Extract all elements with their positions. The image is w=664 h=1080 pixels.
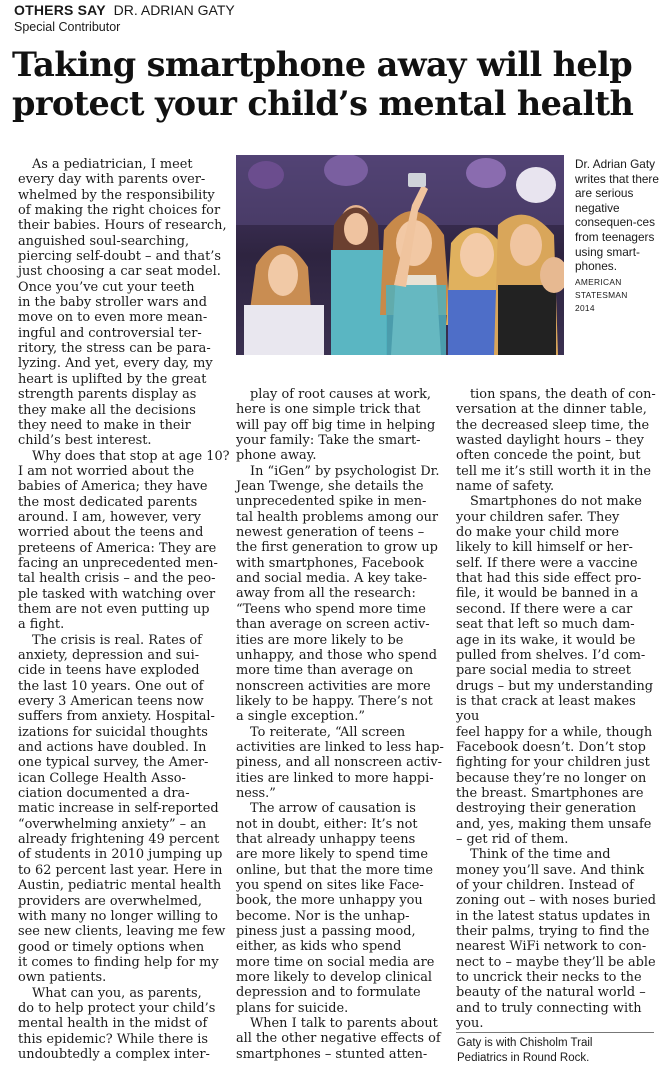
article-line: the breast. Smartphones are — [456, 785, 644, 801]
author-tagline — [457, 1036, 657, 1066]
article-line: nonscreen activities are more — [236, 678, 431, 694]
article-line: piness just a passing mood, — [236, 924, 416, 940]
article-line: ities are linked to more happi- — [236, 770, 434, 786]
article-line: tal health crisis – and the peo- — [18, 571, 216, 587]
article-line: with many no longer willing to — [18, 908, 218, 924]
article-line: will pay off big time in helping — [236, 417, 436, 433]
article-paragraph — [18, 986, 230, 1063]
article-line: self. If there were a vaccine — [456, 555, 638, 571]
article-line: the first generation to grow up — [236, 540, 438, 556]
article-line: more time on social media are — [236, 954, 435, 970]
article-line: The crisis is real. Rates of — [32, 632, 202, 648]
article-paragraph — [236, 1016, 448, 1062]
article-line: wasted daylight hours – they — [456, 433, 644, 449]
article-line: often concede the point, but — [456, 448, 641, 464]
article-line: with smartphones, Facebook — [236, 555, 424, 571]
kicker — [14, 2, 235, 19]
article-line: file, it would be banned in a — [456, 586, 639, 602]
article-line: and, yes, making them unsafe — [456, 816, 652, 832]
article-line: newest generation of teens – — [236, 525, 425, 541]
article-paragraph — [18, 449, 230, 633]
article-line: What can you, as parents, — [32, 985, 202, 1001]
article-line: destroying their generation — [456, 801, 637, 817]
article-line: nearest WiFi network to con- — [456, 939, 647, 955]
article-line: book, the more unhappy you — [236, 893, 423, 909]
article-line: Jean Twenge, she details the — [236, 479, 424, 495]
article-line: preteens of America: They are — [18, 540, 217, 556]
article-line: ciation documented a dra- — [18, 786, 190, 802]
article-line: undoubtedly a complex inter- — [18, 1046, 210, 1062]
article-line: their palms, trying to find the — [456, 924, 650, 940]
photo-caption — [575, 157, 661, 315]
article-line: just choosing a car seat model. — [18, 264, 221, 280]
article-paragraph — [456, 847, 658, 1031]
article-paragraph — [456, 494, 658, 847]
article-line: all the other negative effects of — [236, 1031, 441, 1047]
tagline-divider — [456, 1032, 654, 1033]
article-line: become. Nor is the unhap- — [236, 908, 410, 924]
article-line: phone away. — [236, 448, 317, 464]
article-line: heart is uplifted by the great — [18, 371, 207, 387]
article-line: more likely to develop clinical — [236, 970, 433, 986]
article-line: that had this side effect pro- — [456, 571, 642, 587]
credit-year: 2014 — [575, 302, 595, 313]
tagline-line-1: Gaty is with Chisholm Trail — [457, 1037, 593, 1049]
article-line: move on to even more mean- — [18, 310, 208, 326]
article-line: Smartphones do not make — [470, 494, 642, 510]
article-line: in the latest status updates in — [456, 908, 651, 924]
article-line: own patients. — [18, 970, 107, 986]
section-label: OTHERS SAY — [14, 2, 106, 18]
article-line: to uncrick their necks to the — [456, 970, 642, 986]
article-line: Facebook doesn’t. Don’t stop — [456, 739, 646, 755]
article-line: they need to make in their — [18, 417, 191, 433]
article-line: child’s best interest. — [18, 433, 152, 449]
article-line: mental health in the midst of — [18, 1016, 208, 1032]
article-line: Why does that stop at age 10? — [32, 448, 230, 464]
article-line: pulled from shelves. I’d com- — [456, 647, 646, 663]
article-line: to 62 percent last year. Here in — [18, 862, 223, 878]
article-line: nect to – maybe they’ll be able — [456, 954, 656, 970]
article-line: Austin, pediatric mental health — [18, 878, 222, 894]
article-line: play of root causes at work, — [250, 387, 432, 402]
article-line: around. I am, however, very — [18, 509, 201, 525]
article-line: ness.” — [236, 785, 276, 801]
article-line: When I talk to parents about — [250, 1016, 438, 1032]
article-line: it comes to finding help for my — [18, 954, 219, 970]
photo-credit — [575, 276, 661, 315]
article-line: suffers from anxiety. Hospital- — [18, 709, 215, 725]
article-line: feel happy for a while, though — [456, 724, 653, 740]
article-photo — [236, 155, 564, 355]
article-line: worried about the teens and — [18, 525, 204, 541]
article-line: strength parents display as — [18, 387, 197, 403]
article-line: age in its wake, it would be — [456, 632, 636, 648]
article-line: of students in 2010 jumping up — [18, 847, 223, 863]
caption-text: Dr. Adrian Gaty writes that there are serious negative consequen-ces from teenagers using smart-phones. — [575, 157, 659, 274]
article-line: money you’ll save. And think — [456, 862, 645, 878]
article-line: good or timely options when — [18, 939, 205, 955]
article-column-2 — [236, 387, 448, 1062]
article-line: unhappy, and those who spend — [236, 647, 438, 663]
article-line: that already unhappy teens — [236, 831, 416, 847]
article-line: a single exception.” — [236, 709, 365, 725]
article-line: ple tasked with watching over — [18, 586, 216, 602]
article-line: pare social media to street — [456, 663, 631, 679]
article-line: seat that left so much dam- — [456, 617, 635, 633]
credit-line-2: STATESMAN — [575, 289, 628, 300]
article-line: online, but that the more time — [236, 862, 433, 878]
article-line: than average on screen activ- — [236, 617, 430, 633]
article-line: activities are linked to less hap- — [236, 739, 444, 755]
article-line: piercing self-doubt – and that’s — [18, 249, 221, 265]
article-line: anguished soul-searching, — [18, 233, 190, 249]
article-line: are more likely to spend time — [236, 847, 428, 863]
article-line: second. If there were a car — [456, 601, 633, 617]
article-line: depression and to formulate — [236, 985, 421, 1001]
article-line: The arrow of causation is — [250, 801, 416, 817]
photo-teens-selfie-illustration — [236, 155, 564, 355]
article-line: a fight. — [18, 617, 65, 633]
article-line: this epidemic? While there is — [18, 1031, 209, 1047]
article-line: the decreased sleep time, the — [456, 417, 650, 433]
tagline-line-2: Pediatrics in Round Rock. — [457, 1052, 590, 1064]
article-line: name of safety. — [456, 479, 555, 495]
article-line: do to help protect your child’s — [18, 1000, 216, 1016]
article-line: whelmed by the responsibility — [18, 187, 215, 203]
article-line: you spend on sites like Face- — [236, 878, 424, 893]
article-line: every 3 American teens now — [18, 694, 204, 710]
article-line: Once you’ve cut your teeth — [18, 279, 195, 295]
article-line: you. — [456, 1016, 484, 1032]
article-line: lyzing. And yet, every day, my — [18, 356, 213, 372]
credit-line-1: AMERICAN — [575, 276, 622, 287]
article-paragraph — [18, 157, 230, 449]
article-line: In “iGen” by psychologist Dr. — [250, 463, 440, 479]
article-line: one typical survey, the Amer- — [18, 755, 209, 771]
article-line: already frightening 49 percent — [18, 832, 220, 848]
article-line: the last 10 years. One out of — [18, 678, 204, 694]
article-line: drugs – but my understanding — [456, 678, 654, 694]
article-paragraph — [18, 633, 230, 986]
article-paragraph — [456, 387, 658, 494]
article-line: tell me it’s still worth it in the — [456, 463, 652, 479]
article-line: they make all the decisions — [18, 402, 196, 418]
article-line: ities are more likely to be — [236, 632, 404, 648]
article-line: because they’re no longer on — [456, 770, 647, 786]
article-line: is that crack at least makes you — [456, 693, 636, 725]
article-line: either, as kids who spend — [236, 939, 402, 955]
article-line: and to truly connecting with — [456, 1000, 642, 1016]
article-line: in the baby stroller wars and — [18, 295, 207, 311]
article-line: tal health problems among our — [236, 509, 439, 525]
article-line: To reiterate, “All screen — [250, 724, 406, 740]
article-line: every day with parents over- — [18, 172, 206, 188]
article-line: beauty of the natural world – — [456, 985, 646, 1001]
article-line: your family: Take the smart- — [236, 433, 421, 449]
article-paragraph — [236, 725, 448, 802]
article-line: facing an unprecedented men- — [18, 555, 218, 571]
article-line: fighting for your children just — [456, 755, 650, 771]
article-line: I am not worried about the — [18, 463, 195, 479]
article-line: the most dedicated parents — [18, 494, 198, 510]
headline-line-2: protect your child’s mental health — [12, 84, 634, 123]
headline-line-1: Taking smartphone away will help — [12, 45, 633, 84]
byline-author: DR. ADRIAN GATY — [113, 2, 235, 18]
article-line: them are not even putting up — [18, 601, 210, 617]
article-line: izations for suicidal thoughts — [18, 724, 208, 740]
article-line: versation at the dinner table, — [456, 402, 647, 418]
article-line: anxiety, depression and sui- — [18, 648, 200, 663]
article-line: As a pediatrician, I meet — [32, 157, 193, 172]
article-line: zoning out – with noses buried — [456, 893, 656, 909]
article-line: tion spans, the death of con- — [470, 387, 656, 402]
article-line: your children safer. They — [456, 509, 620, 525]
article-line: smartphones – stunted atten- — [236, 1046, 428, 1062]
article-line: matic increase in self-reported — [18, 801, 219, 817]
headline — [12, 45, 657, 123]
article-line: plans for suicide. — [236, 1000, 349, 1016]
article-line: likely to kill himself or her- — [456, 540, 633, 556]
article-line: babies of America; they have — [18, 479, 208, 495]
article-line: “overwhelming anxiety” – an — [18, 816, 207, 832]
article-line: and social media. A key take- — [236, 571, 427, 587]
article-paragraph — [236, 387, 448, 464]
article-line: likely to be happy. There’s not — [236, 693, 433, 709]
article-line: Think of the time and — [470, 847, 611, 863]
article-line: ingful and controversial ter- — [18, 325, 202, 341]
article-line: and actions have doubled. In — [18, 740, 207, 756]
article-line: providers are overwhelmed, — [18, 893, 203, 909]
article-line: more time than average on — [236, 663, 414, 679]
article-line: “Teens who spend more time — [236, 601, 426, 617]
article-line: their babies. Hours of research, — [18, 218, 227, 234]
article-line: of making the right choices for — [18, 203, 221, 219]
article-line: ritory, the stress can be para- — [18, 341, 211, 357]
article-line: unprecedented spike in men- — [236, 494, 427, 510]
article-column-1 — [18, 157, 230, 1062]
article-line: of your children. Instead of — [456, 878, 634, 893]
article-column-3 — [456, 387, 658, 1031]
article-line: – get rid of them. — [456, 831, 569, 847]
article-line: piness, and all nonscreen activ- — [236, 755, 442, 771]
article-line: away from all the research: — [236, 586, 416, 602]
article-line: see new clients, leaving me few — [18, 924, 226, 940]
article-paragraph — [236, 801, 448, 1016]
article-line: do make your child more — [456, 525, 620, 541]
article-paragraph — [236, 464, 448, 725]
article-line: here is one simple trick that — [236, 402, 421, 418]
article-line: cide in teens have exploded — [18, 663, 200, 679]
article-line: ican College Health Asso- — [18, 770, 186, 786]
article-line: not in doubt, either: It’s not — [236, 816, 418, 832]
byline-role: Special Contributor — [14, 20, 121, 34]
